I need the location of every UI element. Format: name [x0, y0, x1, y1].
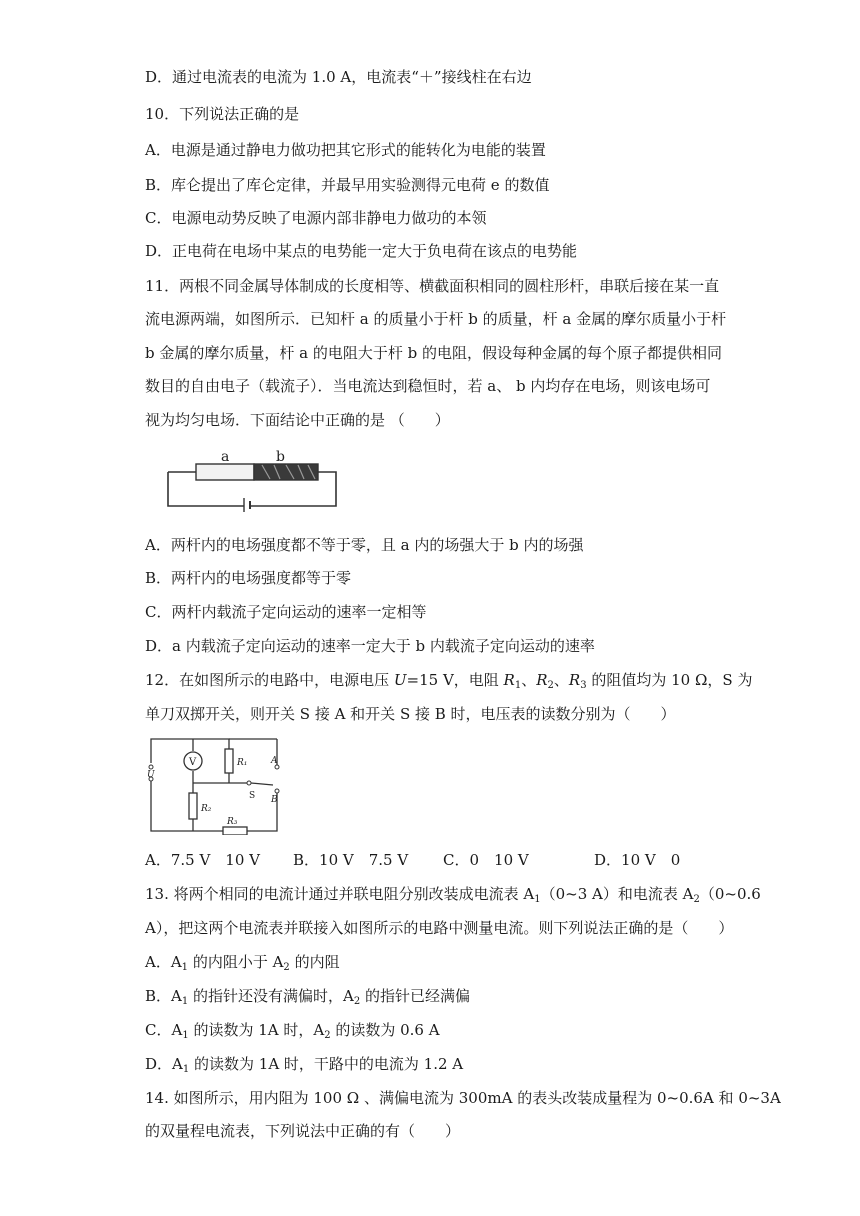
subscript: 1 — [534, 894, 541, 905]
q11-option-a: A．两杆内的电场强度都不等于零，且 a 内的场强大于 b 内的场强 — [145, 536, 584, 554]
subscript: 1 — [182, 1064, 190, 1075]
subscript: 2 — [353, 996, 361, 1007]
q11-option-d: D．a 内载流子定向运动的速率一定大于 b 内载流子定向运动的速率 — [145, 637, 595, 655]
option-text: C．A — [145, 1021, 183, 1039]
q11-stem-line: b 金属的摩尔质量，杆 a 的电阻大于杆 b 的电阻，假设每种金属的每个原子都提供相同 — [145, 344, 722, 362]
q10-option-a: A．电源是通过静电力做功把其它形式的能转化为电能的装置 — [145, 141, 546, 159]
subscript: 2 — [283, 962, 290, 973]
q12-option-d: D．10 V 0 — [594, 851, 681, 869]
q11-stem-line: 数目的自由电子（载流子）．当电流达到稳恒时，若 a、 b 内均存在电场，则该电场可 — [145, 377, 711, 395]
q12-stem-text: 、 — [521, 671, 537, 689]
q12-var-u: U — [393, 671, 407, 689]
q14-stem-line-1: 14. 如图所示，用内阻为 100 Ω 、满偏电流为 300mA 的表头改装成量程为 0~0.6A 和 0~3A — [145, 1089, 781, 1107]
q11-stem-line: 流电源两端，如图所示．已知杆 a 的质量小于杆 b 的质量，杆 a 金属的摩尔质量小于杆 — [145, 310, 727, 328]
option-text: 的内阻 — [289, 953, 340, 971]
q13-stem-text: 13. 将两个相同的电流计通过并联电阻分别改装成电流表 A — [145, 885, 535, 903]
q11-option-b: B．两杆内的电场强度都等于零 — [145, 569, 352, 587]
q11-label-a: a — [221, 450, 230, 465]
q12-stem-line-2: 单刀双掷开关，则开关 S 接 A 和开关 S 接 B 时，电压表的读数分别为（ ） — [145, 705, 676, 723]
option-text: 的指针还没有满偏时，A — [188, 987, 354, 1005]
q11-label-b: b — [276, 450, 285, 465]
q12-stem-text: =15 V，电阻 — [406, 671, 504, 689]
q13-stem-line-2: A），把这两个电流表并联接入如图所示的电路中测量电流。则下列说法正确的是（ ） — [145, 919, 734, 937]
option-text: A．A — [145, 953, 182, 971]
option-text: 的读数为 0.6 A — [330, 1021, 440, 1039]
q12-s-label: S — [249, 791, 256, 801]
q12-u-label: U — [147, 770, 155, 780]
subscript: 1 — [182, 1030, 189, 1041]
q11-rods-figure — [158, 450, 348, 514]
q12-stem-text: 的阻值均为 10 Ω，S 为 — [586, 671, 753, 689]
q12-b-label: B — [271, 795, 278, 805]
q10-option-b: B．库仑提出了库仑定律，并最早用实验测得元电荷 e 的数值 — [145, 176, 550, 194]
subscript: 2 — [693, 894, 700, 905]
option-text: 的读数为 1A 时，A — [188, 1021, 325, 1039]
q13-option-d — [145, 1054, 463, 1074]
q13-stem-text: （0~0.6 — [699, 885, 761, 903]
q12-var-r: R — [503, 671, 515, 689]
q13-option-c — [145, 1020, 440, 1040]
q12-option-a: A．7.5 V 10 V — [145, 851, 260, 869]
q12-r3-label: R₃ — [227, 817, 238, 827]
q12-a-label: A — [271, 756, 278, 766]
q13-stem-line-1 — [145, 884, 761, 904]
q10-stem: 10．下列说法正确的是 — [145, 105, 300, 123]
q12-r2-label: R₂ — [201, 804, 212, 814]
subscript: 1 — [181, 996, 189, 1007]
q11-stem-line: 11．两根不同金属导体制成的长度相等、横截面积相同的圆柱形杆，串联后接在某一直 — [145, 277, 720, 295]
option-text: 的内阻小于 A — [188, 953, 284, 971]
q10-option-c: C．电源电动势反映了电源内部非静电力做功的本领 — [145, 209, 487, 227]
q12-voltmeter-label: V — [189, 757, 197, 768]
q12-stem-text: 12．在如图所示的电路中，电源电压 — [145, 671, 394, 689]
subscript: 1 — [514, 680, 522, 691]
q11-stem-line: 视为均匀电场．下面结论中正确的是 （ ） — [145, 411, 450, 429]
q12-stem-line-1 — [145, 670, 752, 690]
q12-option-c: C．0 10 V — [443, 851, 529, 869]
q13-option-b — [145, 986, 470, 1006]
q12-option-b: B．10 V 7.5 V — [293, 851, 409, 869]
q12-var-r: R — [568, 671, 581, 689]
q12-r1-label: R₁ — [237, 758, 248, 768]
subscript: 2 — [547, 680, 554, 691]
q14-stem-line-2: 的双量程电流表，下列说法中正确的有（ ） — [145, 1122, 461, 1140]
q10-option-d: D．正电荷在电场中某点的电势能一定大于负电荷在该点的电势能 — [145, 242, 578, 260]
option-text: 的指针已经满偏 — [360, 987, 470, 1005]
subscript: 1 — [181, 962, 189, 973]
q13-stem-text: （0~3 A）和电流表 A — [540, 885, 694, 903]
q11-option-c: C．两杆内载流子定向运动的速率一定相等 — [145, 603, 427, 621]
q12-stem-text: 、 — [553, 671, 569, 689]
subscript: 2 — [324, 1030, 331, 1041]
q9-option-d: D．通过电流表的电流为 1.0 A，电流表“＋”接线柱在右边 — [145, 68, 532, 86]
option-text: D．A — [145, 1055, 183, 1073]
q13-option-a — [145, 952, 340, 972]
q12-var-r: R — [536, 671, 548, 689]
option-text: B．A — [145, 987, 182, 1005]
subscript: 3 — [580, 680, 587, 691]
q12-circuit-figure — [145, 735, 285, 835]
option-text: 的读数为 1A 时，干路中的电流为 1.2 A — [189, 1055, 464, 1073]
